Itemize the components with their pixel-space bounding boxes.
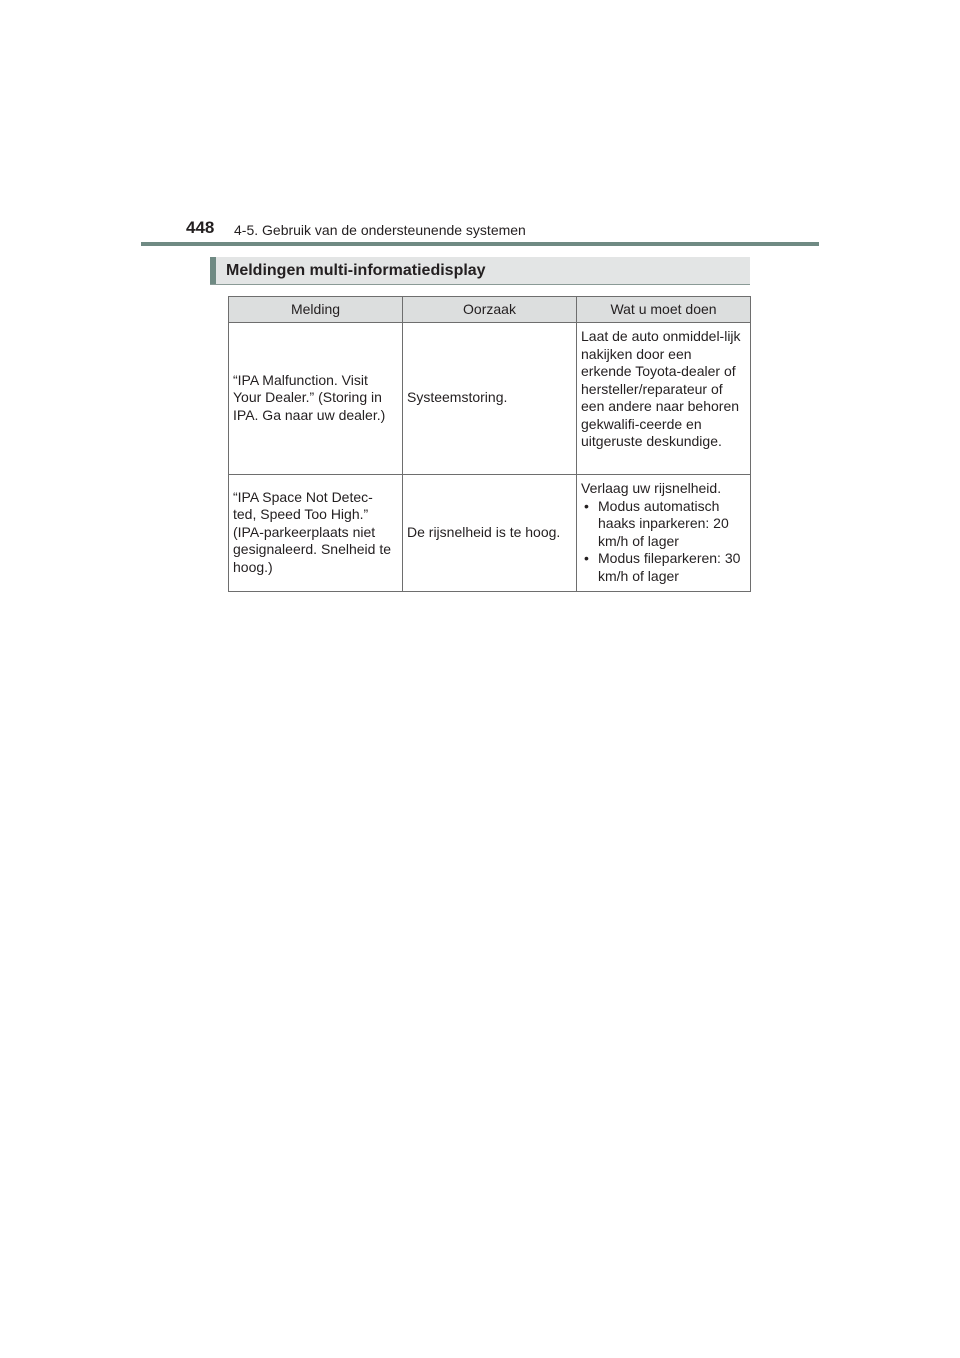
table-row bbox=[229, 475, 751, 592]
action-list bbox=[581, 498, 743, 586]
page-number: 448 bbox=[186, 218, 215, 237]
column-header-oorzaak: Oorzaak bbox=[403, 297, 577, 323]
list-item: • Modus automatisch haaks inparkeren: 20 km/h of lager bbox=[581, 498, 743, 551]
header-rule bbox=[141, 242, 819, 246]
cause-cell: Systeemstoring. bbox=[403, 323, 577, 475]
section-heading bbox=[210, 257, 750, 285]
column-header-actie: Wat u moet doen bbox=[577, 297, 751, 323]
list-item: • Modus fileparkeren: 30 km/h of lager bbox=[581, 550, 743, 585]
cause-cell: De rijsnelheid is te hoog. bbox=[403, 475, 577, 592]
section-heading-bar bbox=[210, 257, 216, 284]
message-cell: “IPA Malfunction. Visit Your Dealer.” (Storing in IPA. Ga naar uw dealer.) bbox=[229, 323, 403, 475]
column-header-melding: Melding bbox=[229, 297, 403, 323]
action-text: Verlaag uw rijsnelheid. bbox=[581, 480, 722, 496]
chapter-title: 4-5. Gebruik van de ondersteunende systemen bbox=[234, 222, 526, 238]
table-header-row bbox=[229, 297, 751, 323]
table-row bbox=[229, 323, 751, 475]
action-text: Laat de auto onmiddel-lijk nakijken door een erkende Toyota-dealer of hersteller/reparateur of een andere naar behoren gekwalifi-ceerde en uitgeruste deskundige. bbox=[581, 328, 741, 449]
section-heading-text: Meldingen multi-informatiedisplay bbox=[226, 262, 486, 279]
action-cell bbox=[577, 475, 751, 592]
action-cell bbox=[577, 323, 751, 475]
message-cell: “IPA Space Not Detec-ted, Speed Too High.” (IPA-parkeerplaats niet gesignaleerd. Snelheid te hoog.) bbox=[229, 475, 403, 592]
message-table bbox=[228, 296, 751, 592]
